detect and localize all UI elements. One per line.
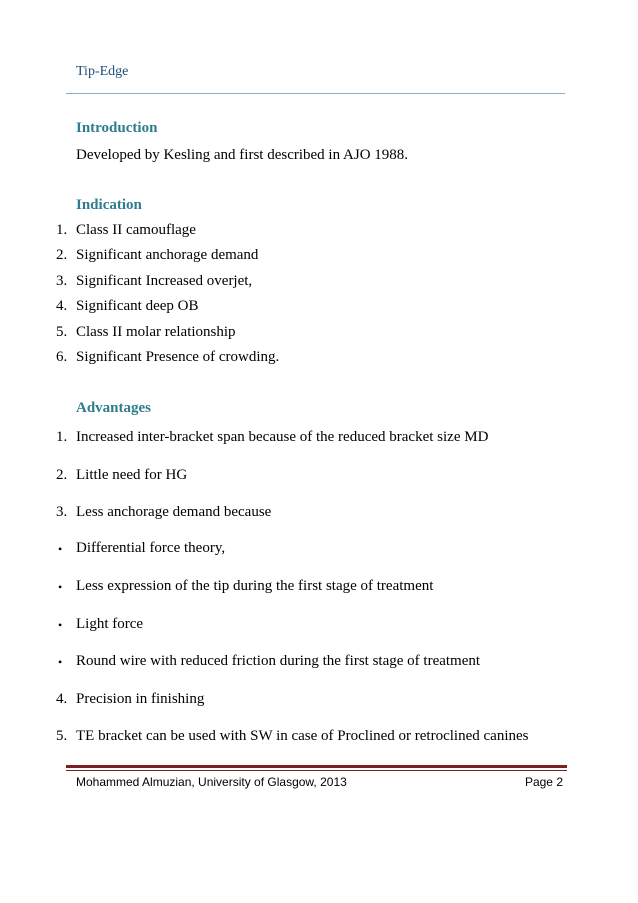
header-title: Tip-Edge [76, 64, 129, 79]
item-number: 3. [56, 273, 68, 289]
bullet-icon: • [58, 580, 63, 594]
item-text: Precision in finishing [76, 691, 205, 707]
item-text: Light force [76, 616, 144, 632]
bullet-icon: • [58, 655, 63, 669]
advantages-heading: Advantages [76, 400, 152, 416]
item-number: 1. [56, 222, 68, 238]
page-number: Page 2 [524, 775, 563, 789]
introduction-heading: Introduction [76, 120, 158, 136]
item-number: 4. [56, 691, 68, 707]
header-divider [66, 93, 565, 94]
item-text: Significant deep OB [76, 298, 199, 314]
item-text: Little need for HG [76, 467, 188, 483]
footer-divider [66, 765, 567, 768]
item-number: 6. [56, 349, 68, 365]
item-number: 5. [56, 728, 68, 744]
item-text: Significant Presence of crowding. [76, 349, 280, 365]
item-text: Less anchorage demand because [76, 504, 272, 520]
item-text: Significant anchorage demand [76, 247, 259, 263]
item-text: Significant Increased overjet, [76, 273, 253, 289]
introduction-text: Developed by Kesling and first described in AJO 1988. [76, 147, 409, 163]
item-text: Less expression of the tip during the first stage of treatment [76, 578, 434, 594]
indication-heading: Indication [76, 197, 142, 213]
bullet-icon: • [58, 542, 63, 556]
item-text: Round wire with reduced friction during the first stage of treatment [76, 653, 481, 669]
item-text: Class II camouflage [76, 222, 196, 238]
item-text: Increased inter-bracket span because of the reduced bracket size MD [76, 429, 489, 445]
item-number: 4. [56, 298, 68, 314]
item-text: Differential force theory, [76, 540, 226, 556]
item-number: 2. [56, 467, 68, 483]
item-number: 3. [56, 504, 68, 520]
item-number: 1. [56, 429, 68, 445]
item-text: TE bracket can be used with SW in case of Proclined or retroclined canines [76, 728, 529, 744]
footer-author: Mohammed Almuzian, University of Glasgow, 2013 [76, 775, 347, 789]
bullet-icon: • [58, 618, 63, 632]
item-number: 2. [56, 247, 68, 263]
item-number: 5. [56, 324, 68, 340]
item-text: Class II molar relationship [76, 324, 236, 340]
footer-divider-thin [66, 770, 567, 771]
